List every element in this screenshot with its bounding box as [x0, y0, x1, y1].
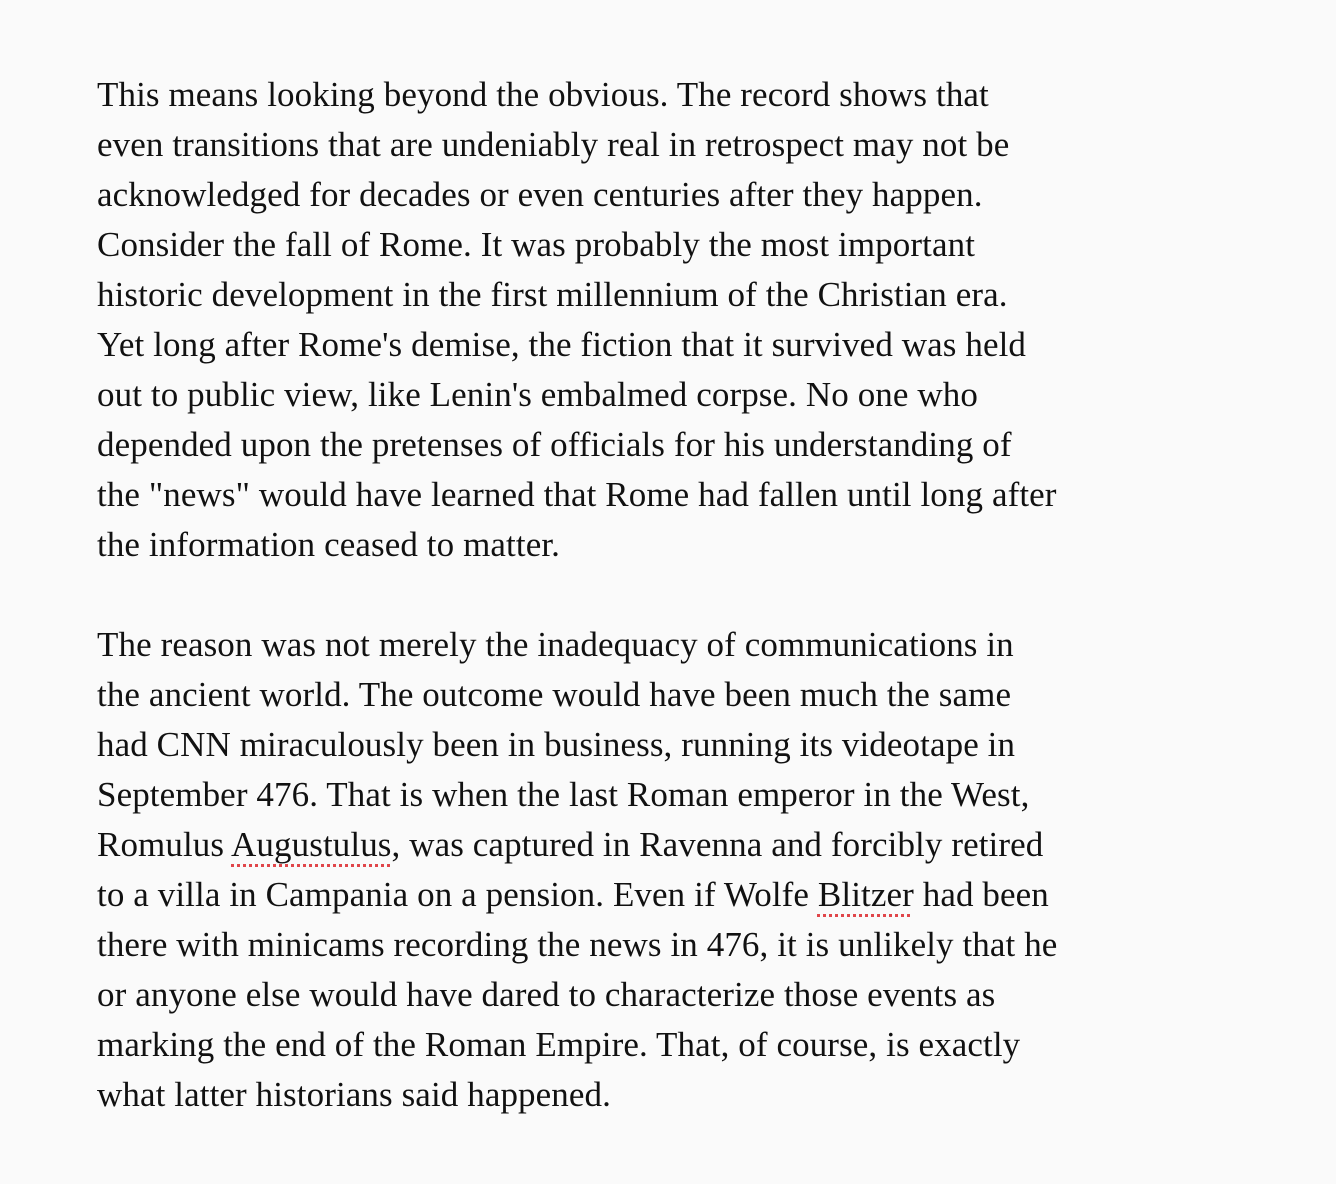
text-segment: had been	[913, 875, 1049, 914]
text-line: September 476. That is when the last Roman emperor in the West,	[97, 775, 1030, 814]
text-line: Consider the fall of Rome. It was probably the most important	[97, 225, 976, 264]
paragraph-1	[97, 70, 1257, 570]
text-line: acknowledged for decades or even centuries after they happen.	[97, 175, 983, 214]
document-body[interactable]	[97, 70, 1257, 1120]
text-line: historic development in the first millennium of the Christian era.	[97, 275, 1008, 314]
text-line: out to public view, like Lenin's embalmed corpse. No one who	[97, 375, 978, 414]
text-line: The reason was not merely the inadequacy of communications in	[97, 625, 1014, 664]
spellcheck-flagged-word[interactable]: Augustulus	[231, 825, 392, 864]
text-line: marking the end of the Roman Empire. That, of course, is exactly	[97, 1025, 1021, 1064]
text-line: depended upon the pretenses of officials for his understanding of	[97, 425, 1012, 464]
text-line: the "news" would have learned that Rome had fallen until long after	[97, 475, 1057, 514]
text-line: Yet long after Rome's demise, the fiction that it survived was held	[97, 325, 1027, 364]
text-segment: Romulus	[97, 825, 232, 864]
text-line: This means looking beyond the obvious. The record shows that	[97, 75, 989, 114]
text-line	[97, 870, 1257, 920]
text-line: the information ceased to matter.	[97, 525, 560, 564]
text-line: what latter historians said happened.	[97, 1075, 611, 1114]
text-line	[97, 820, 1257, 870]
text-line: or anyone else would have dared to characterize those events as	[97, 975, 996, 1014]
text-line: the ancient world. The outcome would have been much the same	[97, 675, 1012, 714]
text-line: there with minicams recording the news in 476, it is unlikely that he	[97, 925, 1058, 964]
text-segment: to a villa in Campania on a pension. Even if Wolfe	[97, 875, 818, 914]
text-segment: , was captured in Ravenna and forcibly retired	[391, 825, 1044, 864]
text-line: had CNN miraculously been in business, running its videotape in	[97, 725, 1016, 764]
text-line: even transitions that are undeniably real in retrospect may not be	[97, 125, 1010, 164]
paragraph-2	[97, 620, 1257, 1120]
spellcheck-flagged-word[interactable]: Blitzer	[817, 875, 914, 914]
